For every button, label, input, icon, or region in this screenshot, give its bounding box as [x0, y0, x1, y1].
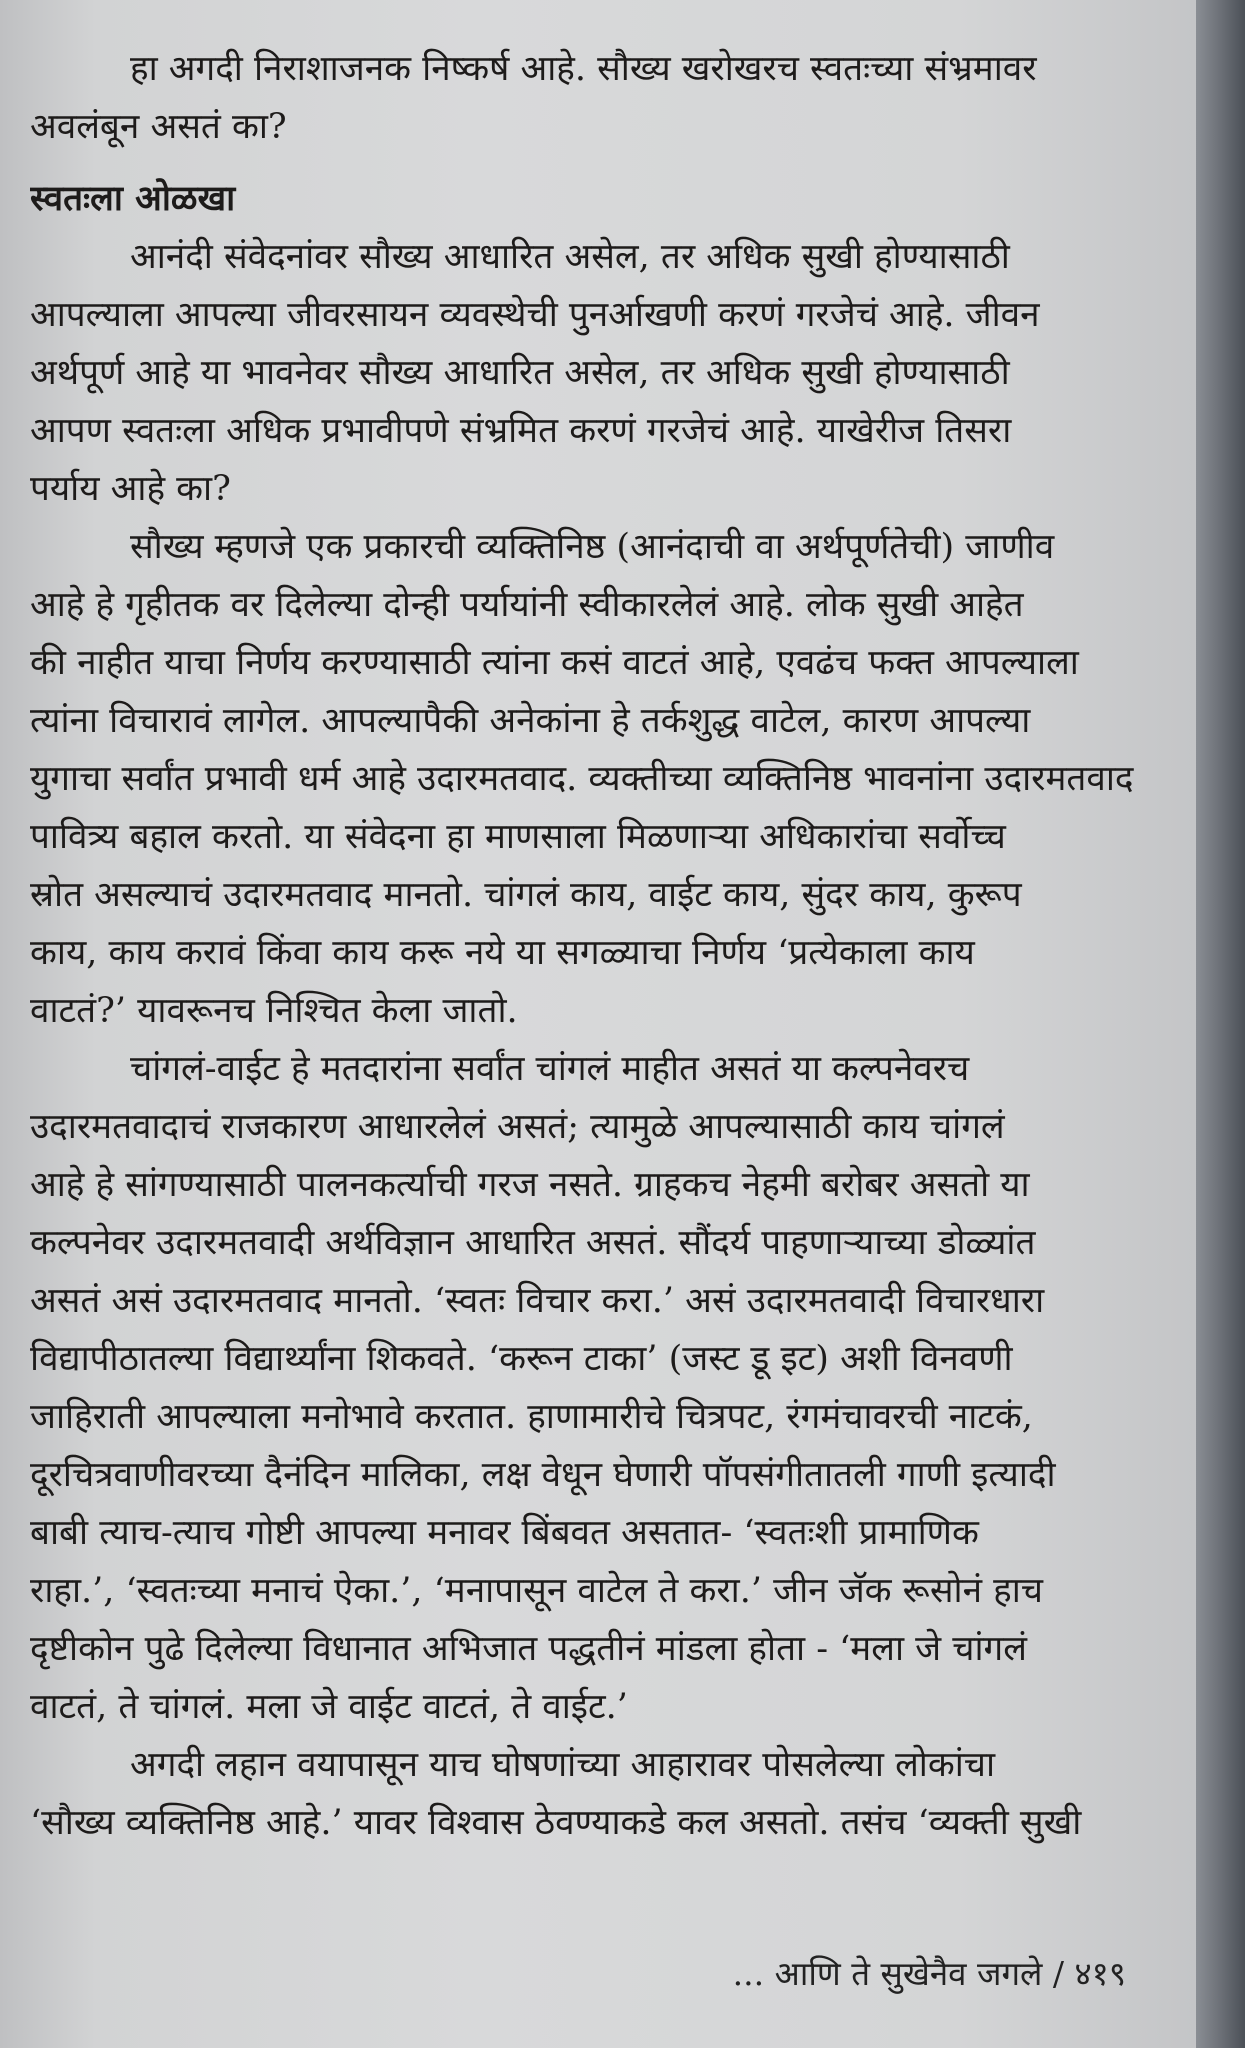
- paragraph-line: बाबी त्याच-त्याच गोष्टी आपल्या मनावर बिंबवत असतात- ‘स्वतःशी प्रामाणिक: [30, 1513, 979, 1553]
- paragraph-line: असतं असं उदारमतवाद मानतो. ‘स्वतः विचार करा.’ असं उदारमतवादी विचारधारा: [30, 1281, 1045, 1321]
- book-spine-edge: [1196, 0, 1245, 2048]
- paragraph-line: आनंदी संवेदनांवर सौख्य आधारित असेल, तर अधिक सुखी होण्यासाठी: [130, 237, 1010, 277]
- paragraph-line: आपण स्वतःला अधिक प्रभावीपणे संभ्रमित करणं गरजेचं आहे. याखेरीज तिसरा: [30, 411, 1012, 451]
- paragraph-3: [30, 1040, 1170, 1736]
- paragraph-line: वाटतं, ते चांगलं. मला जे वाईट वाटतं, ते वाईट.’: [30, 1687, 628, 1727]
- paragraph-1: [30, 228, 1170, 518]
- paragraph-line: काय, काय करावं किंवा काय करू नये या सगळ्याचा निर्णय ‘प्रत्येकाला काय: [30, 933, 975, 973]
- paragraph-line: अगदी लहान वयापासून याच घोषणांच्या आहारावर पोसलेल्या लोकांचा: [130, 1745, 996, 1785]
- paragraph-line: राहा.’, ‘स्वतःच्या मनाचं ऐका.’, ‘मनापासून वाटेल ते करा.’ जीन जॅक रूसोनं हाच: [30, 1571, 1044, 1611]
- paragraph-line: पर्याय आहे का?: [30, 469, 231, 509]
- paragraph-line: ‘सौख्य व्यक्तिनिष्ठ आहे.’ यावर विश्वास ठेवण्याकडे कल असतो. तसंच ‘व्यक्ती सुखी: [30, 1803, 1082, 1843]
- paragraph-line: चांगलं-वाईट हे मतदारांना सर्वांत चांगलं माहीत असतं या कल्पनेवरच: [130, 1049, 970, 1089]
- paragraph-line: दृष्टीकोन पुढे दिलेल्या विधानात अभिजात पद्धतीनं मांडला होता - ‘मला जे चांगलं: [30, 1629, 1027, 1669]
- paragraph-line: आहे हे गृहीतक वर दिलेल्या दोन्ही पर्यायांनी स्वीकारलेलं आहे. लोक सुखी आहेत: [30, 585, 1024, 625]
- paragraph-line: वाटतं?’ यावरूनच निश्चित केला जातो.: [30, 991, 518, 1031]
- section-heading: स्वतःला ओळखा: [30, 178, 236, 219]
- paragraph-line: पावित्र्य बहाल करतो. या संवेदना हा माणसाला मिळणाऱ्या अधिकारांचा सर्वोच्च: [30, 817, 1006, 857]
- paragraph-line: उदारमतवादाचं राजकारण आधारलेलं असतं; त्यामुळे आपल्यासाठी काय चांगलं: [30, 1107, 1005, 1147]
- paragraph-4: [30, 1736, 1170, 1852]
- page-body: [30, 40, 1170, 1852]
- page-footer: ... आणि ते सुखेनैव जगले / ४१९: [732, 1954, 1126, 1993]
- paragraph-line: विद्यापीठातल्या विद्यार्थ्यांना शिकवते. ‘करून टाका’ (जस्ट डू इट) अशी विनवणी: [30, 1339, 1013, 1379]
- intro-line-1: हा अगदी निराशाजनक निष्कर्ष आहे. सौख्य खरोखरच स्वतःच्या संभ्रमावर: [130, 49, 1037, 89]
- paragraph-line: अर्थपूर्ण आहे या भावनेवर सौख्य आधारित असेल, तर अधिक सुखी होण्यासाठी: [30, 353, 1010, 393]
- paragraph-line: दूरचित्रवाणीवरच्या दैनंदिन मालिका, लक्ष वेधून घेणारी पॉपसंगीतातली गाणी इत्यादी: [30, 1455, 1056, 1495]
- paragraph-line: की नाहीत याचा निर्णय करण्यासाठी त्यांना कसं वाटतं आहे, एवढंच फक्त आपल्याला: [30, 643, 1079, 683]
- paragraph-line: त्यांना विचारावं लागेल. आपल्यापैकी अनेकांना हे तर्कशुद्ध वाटेल, कारण आपल्या: [30, 701, 1031, 741]
- paragraph-line: आहे हे सांगण्यासाठी पालनकर्त्याची गरज नसते. ग्राहकच नेहमी बरोबर असतो या: [30, 1165, 1030, 1205]
- intro-line-2: अवलंबून असतं का?: [30, 107, 287, 147]
- paragraph-line: युगाचा सर्वांत प्रभावी धर्म आहे उदारमतवाद. व्यक्तीच्या व्यक्तिनिष्ठ भावनांना उदारमतवाद: [30, 759, 1134, 799]
- paragraph-line: सौख्य म्हणजे एक प्रकारची व्यक्तिनिष्ठ (आनंदाची वा अर्थपूर्णतेची) जाणीव: [130, 527, 1055, 567]
- paragraph-line: स्रोत असल्याचं उदारमतवाद मानतो. चांगलं काय, वाईट काय, सुंदर काय, कुरूप: [30, 875, 1022, 915]
- paragraph-line: कल्पनेवर उदारमतवादी अर्थविज्ञान आधारित असतं. सौंदर्य पाहणाऱ्याच्या डोळ्यांत: [30, 1223, 1036, 1263]
- paragraph-line: जाहिराती आपल्याला मनोभावे करतात. हाणामारीचे चित्रपट, रंगमंचावरची नाटकं,: [30, 1397, 1033, 1437]
- paragraph-line: आपल्याला आपल्या जीवरसायन व्यवस्थेची पुनर्आखणी करणं गरजेचं आहे. जीवन: [30, 295, 1040, 335]
- paragraph-2: [30, 518, 1170, 1040]
